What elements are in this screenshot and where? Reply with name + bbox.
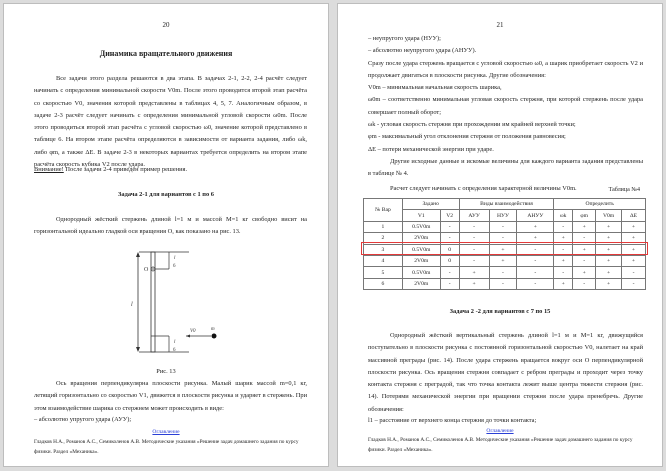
table-cell: - xyxy=(489,221,517,232)
task-heading: Задача 2-1 для вариантов с 1 по 6 xyxy=(118,191,214,198)
table-cell: 0.5V0m xyxy=(402,267,440,278)
table-cell: + xyxy=(459,267,489,278)
table-cell: - xyxy=(622,267,646,278)
table-cell: 0 xyxy=(440,244,459,255)
def-v0m: V0m – минимальная начальная скорость шарика, xyxy=(368,84,502,92)
table-cell: 0 xyxy=(440,255,459,266)
header-given: Задано xyxy=(402,199,459,210)
table-cell: 2V0m xyxy=(402,233,440,244)
page-footer: Гладков Н.А., Романов А.С., Семиколенов А.В. Методические указания «Решение задач домашнего задания по курсу физики. Раздел «Механика». xyxy=(368,437,633,453)
page-footer: Гладков Н.А., Романов А.С., Семиколенов А.В. Методические указания «Решение задач домашнего задания по курсу физики. Раздел «Механика». xyxy=(34,439,299,455)
table-cell: + xyxy=(596,267,622,278)
table-cell: - xyxy=(440,267,459,278)
table-cell: - xyxy=(517,267,554,278)
table-cell: - xyxy=(573,278,596,289)
table-cell: + xyxy=(554,255,573,266)
attention-note xyxy=(34,164,307,176)
table-cell: - xyxy=(554,267,573,278)
table-cell: - xyxy=(459,244,489,255)
subheader-cell: АУУ xyxy=(459,210,489,221)
table-cell: - xyxy=(622,278,646,289)
section-title: Динамика вращательного движения xyxy=(99,49,233,58)
table-cell: + xyxy=(596,221,622,232)
subheader-cell: V0m xyxy=(596,210,622,221)
table-cell: + xyxy=(573,267,596,278)
subheader-cell: V2 xyxy=(440,210,459,221)
header-types: Виды взаимодействия xyxy=(459,199,554,210)
table-cell: + xyxy=(622,221,646,232)
table-cell: - xyxy=(517,278,554,289)
subheader-cell: ωk xyxy=(554,210,573,221)
table-cell: + xyxy=(596,255,622,266)
def-phim: φm - максимальный угол отклонения стержня от положения равновесия; xyxy=(368,133,566,141)
table-cell: 2 xyxy=(364,233,403,244)
table-row xyxy=(364,278,646,289)
table-row xyxy=(364,267,646,278)
table-cell: 3 xyxy=(364,244,403,255)
table-cell: - xyxy=(517,255,554,266)
table-cell: 2V0m xyxy=(402,278,440,289)
label-l: l xyxy=(131,302,133,308)
header-find: Определить xyxy=(554,199,646,210)
task-heading: Задача 2 -2 для вариантов с 7 по 15 xyxy=(449,308,551,315)
table-cell: - xyxy=(489,278,517,289)
page-21 xyxy=(337,3,663,467)
table-cell: + xyxy=(554,278,573,289)
def-de: ΔE – потери механической энергии при ударе. xyxy=(368,145,494,153)
subheader-cell: V1 xyxy=(402,210,440,221)
table-cell: - xyxy=(459,221,489,232)
table-cell: - xyxy=(554,244,573,255)
subheader-cell: φm xyxy=(573,210,596,221)
subheader-cell: ΔE xyxy=(622,210,646,221)
page-20 xyxy=(3,3,329,467)
table-cell: + xyxy=(489,255,517,266)
table-body xyxy=(364,221,646,289)
def-wk: ωk - угловая скорость стержня при прохождении им крайней верхней точки; xyxy=(368,121,576,129)
subheader-cell: АНУУ xyxy=(517,210,554,221)
table-cell: - xyxy=(440,278,459,289)
page-number: 21 xyxy=(496,21,504,29)
table-row xyxy=(364,221,646,232)
header-var: № Вар xyxy=(364,199,403,222)
frac-num-bottom: l xyxy=(174,340,176,345)
table-cell: 0.5V0m xyxy=(402,244,440,255)
table-cell: + xyxy=(489,244,517,255)
frac-den-top: 6 xyxy=(173,264,176,269)
table-cell: - xyxy=(489,233,517,244)
toc-link[interactable]: Оглавление xyxy=(152,429,180,435)
subheader-row xyxy=(364,210,646,221)
subheader-cell: НУУ xyxy=(489,210,517,221)
bullet-list xyxy=(368,33,643,195)
figure-13-rod xyxy=(124,244,234,359)
bullet-anuu: – абсолютно неупругого удара (АНУУ). xyxy=(368,47,477,55)
table-cell: + xyxy=(573,244,596,255)
table-cell: 0.5V0m xyxy=(402,221,440,232)
highlight-row-box xyxy=(361,242,648,255)
paragraph-3: Расчет следует начинать с определения характерной величины V0m. xyxy=(390,184,577,192)
table-cell: 1 xyxy=(364,221,403,232)
table-cell: + xyxy=(596,244,622,255)
table-cell: - xyxy=(489,267,517,278)
table-cell: + xyxy=(517,221,554,232)
table-cell: + xyxy=(459,278,489,289)
paragraph-1: Сразу после удара стержень вращается с угловой скоростью ω0, а шарик приобретает скорость V2 и продолжает двигаться в плоскости рисунка. Другие обозначения: xyxy=(368,59,643,79)
table-cell: + xyxy=(517,233,554,244)
toc-link[interactable]: Оглавление xyxy=(486,428,514,434)
bullet-auu: – абсолютно упругого удара (АУУ); xyxy=(34,416,132,423)
def-l1: l1 – расстояние от верхнего конца стержня до точки контакта; xyxy=(368,417,537,424)
table-cell: 4 xyxy=(364,255,403,266)
table-cell: + xyxy=(596,233,622,244)
label-m: m xyxy=(211,327,215,332)
table-cell: - xyxy=(573,233,596,244)
label-O: O xyxy=(144,267,149,273)
table-cell: 2V0m xyxy=(402,255,440,266)
table-cell: - xyxy=(573,255,596,266)
table-cell: + xyxy=(554,233,573,244)
task-paragraph: Однородный жёсткий стержень длиной l=1 м и массой M=1 кг свободно висит на горизонтальной идеально гладкой оси вращения O, как показано на рис. 13. xyxy=(34,216,307,236)
table-cell: - xyxy=(459,233,489,244)
attention-text: После задачи 2-4 приведён пример решения. xyxy=(63,166,188,173)
figure-caption: Рис. 13 xyxy=(156,368,176,375)
table-cell: - xyxy=(459,255,489,266)
intro-paragraph: Все задачи этого раздела решаются в два этапа. В задачах 2-1, 2-2, 2-4 расчёт следует начинать с определения минимальной скорости V0m. После этого проводится второй этап расчёта со скоростью V0, значения которой представлены в таблицах 4, 5, 7. Аналогичным образом, в задаче 2-3 расчёт следует начинать с определения минимальной угловой скорости ω0m. После этого проводиться второй этап расчёта с угловой скоростью ω0, значение которой представлено в таблице 6. На втором этапе расчёта определяются в зависимости от варианта задания, либо ωk, либо φm, а также ΔE. В задаче 2-3 в некоторых вариантах требуется определить на втором этапе расчёта скорость кубика V2 после удара. xyxy=(34,75,307,169)
table-cell: - xyxy=(440,221,459,232)
frac-num-top: l xyxy=(174,256,176,261)
frac-den-bottom: 6 xyxy=(173,348,176,353)
table-cell: - xyxy=(554,221,573,232)
label-v0: V0 xyxy=(190,329,196,334)
table-cell: 5 xyxy=(364,267,403,278)
table-row xyxy=(364,255,646,266)
bullet-nuu: – неупругого удара (НУУ); xyxy=(368,35,441,42)
def-w0m: ω0m – соответственно минимальная угловая скорость стержня, при которой стержень после удара совершает полный оборот; xyxy=(368,96,643,116)
paragraph-2: Ось вращения перпендикулярна плоскости рисунка. Малый шарик массой m=0,1 кг, летящий горизонтально со скоростью V1, движется в плоскости рисунка и ударяет в стержень. При этом взаимодействие шарика со стержнем может происходить в виде: xyxy=(34,380,307,412)
table-cell: + xyxy=(622,233,646,244)
table-cell: - xyxy=(440,233,459,244)
table-cell: + xyxy=(596,278,622,289)
page-number: 20 xyxy=(162,21,170,29)
table-cell: 6 xyxy=(364,278,403,289)
table-caption: Таблица №4 xyxy=(608,187,640,193)
task-paragraph: Однородный жёсткий вертикальный стержень длиной l=1 м и M=1 кг, движущийся поступательно в плоскости рисунка с постоянной горизонтальной скоростью V0, налетает на край массивной преграды (рис. 14). После удара стержень вращается вокруг оси О перпендикулярной плоскости рисунка. Ось вращения стержня совпадает с ребром преграды и проходит через точку контакта стержня с преградой, так что точка контакта лежит выше центра тяжести стержня (рис. 14). Потерями механической энергии при вращении стержня после удара пренебречь. Другие обозначения: xyxy=(368,332,643,413)
attention-label: Внимание! xyxy=(34,166,64,173)
table-cell: + xyxy=(622,244,646,255)
paragraph-2: Другие исходные данные и искомые величины для каждого варианта задания представлены в таблице № 4. xyxy=(368,157,643,178)
table-cell: - xyxy=(517,244,554,255)
table-cell: + xyxy=(573,221,596,232)
table-cell: + xyxy=(622,255,646,266)
